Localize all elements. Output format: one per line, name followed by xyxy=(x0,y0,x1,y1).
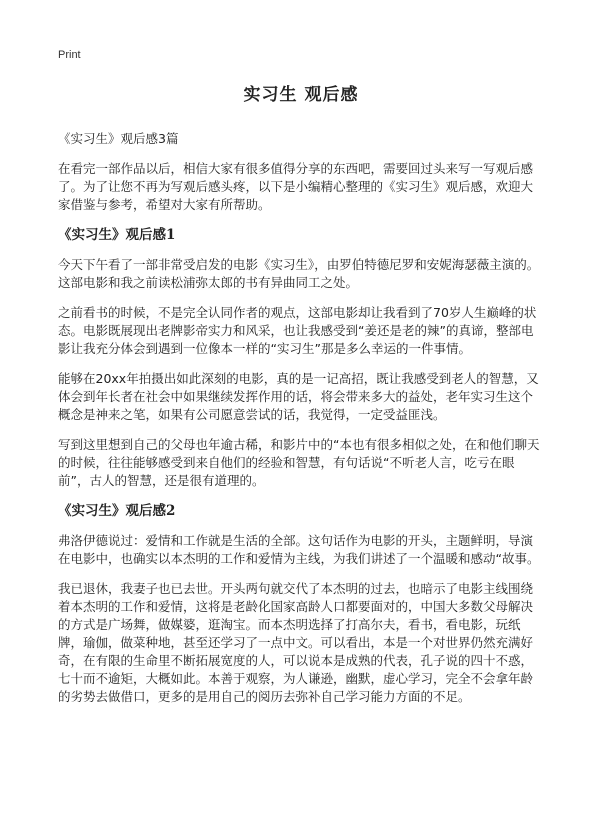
section-1 xyxy=(58,226,544,490)
paragraph: 今天下午看了一部非常受启发的电影《实习生》，由罗伯特德尼罗和安妮海瑟薇主演的。这部电影和我之前读松浦弥太郎的书有异曲同工之处。 xyxy=(58,257,540,290)
section-2 xyxy=(58,502,544,706)
intro-paragraph: 在看完一部作品以后，相信大家有很多值得分享的东西吧，需要回过头来写一写观后感了。为了让您不再为写观后感头疼，以下是小编精心整理的《实习生》观后感，欢迎大家借鉴与参考，希望对大家有所帮助。 xyxy=(58,161,534,212)
document-title: 实习生 观后感 xyxy=(243,85,359,105)
paragraph: 我已退休，我妻子也已去世。开头两句就交代了本杰明的过去，也暗示了电影主线围绕着本杰明的工作和爱情，这将是老龄化国家高龄人口都要面对的，中国大多数父母解决的方式是广场舞，做媒婆，逛淘宝。而本杰明选择了打高尔夫，看书，看电影，玩纸牌，瑜伽，做菜种地，甚至还学习了一点中文。可以看出，本是一个对世界仍然充满好奇，在有限的生命里不断拓展宽度的人，可以说本是成熟的代表，孔子说的四十不惑，七十而不逾矩，大概如此。本善于观察，为人谦逊，幽默，虚心学习，完全不会拿年龄的劣势去做借口，更多的是用自己的阅历去弥补自己学习能力方面的不足。 xyxy=(58,581,534,704)
print-link[interactable]: Print xyxy=(58,49,81,61)
paragraph: 写到这里想到自己的父母也年逾古稀，和影片中的“本也有很多相似之处，在和他们聊天的时候，往往能够感受到来自他们的经验和智慧，有句话说“不听老人言，吃亏在眼前”，古人的智慧，还是很有道理的。 xyxy=(58,437,540,488)
section-heading: 《实习生》观后感2 xyxy=(58,503,176,519)
paragraph: 弗洛伊德说过：爱情和工作就是生活的全部。这句话作为电影的开头，主题鲜明，导演在电影中，也确实以本杰明的工作和爱情为主线，为我们讲述了一个温暖和感动“故事。 xyxy=(58,533,540,566)
section-heading: 《实习生》观后感1 xyxy=(58,227,176,243)
paragraph: 之前看书的时候，不是完全认同作者的观点，这部电影却让我看到了70岁人生巅峰的状态。电影既展现出老牌影帝实力和风采，也让我感受到“姜还是老的辣”的真谛，整部电影让我充分体会到遇到一位像本一样的“实习生”那是多么幸运的一件事情。 xyxy=(58,305,537,356)
document-subtitle: 《实习生》观后感3篇 xyxy=(58,131,179,146)
paragraph: 能够在20xx年拍摄出如此深刻的电影，真的是一记高招，既让我感受到老人的智慧，又体会到年长者在社会中如果继续发挥作用的话，将会带来多大的益处，老年实习生这个概念是神来之笔，如果有公司愿意尝试的话，我觉得，一定受益匪浅。 xyxy=(58,371,539,422)
